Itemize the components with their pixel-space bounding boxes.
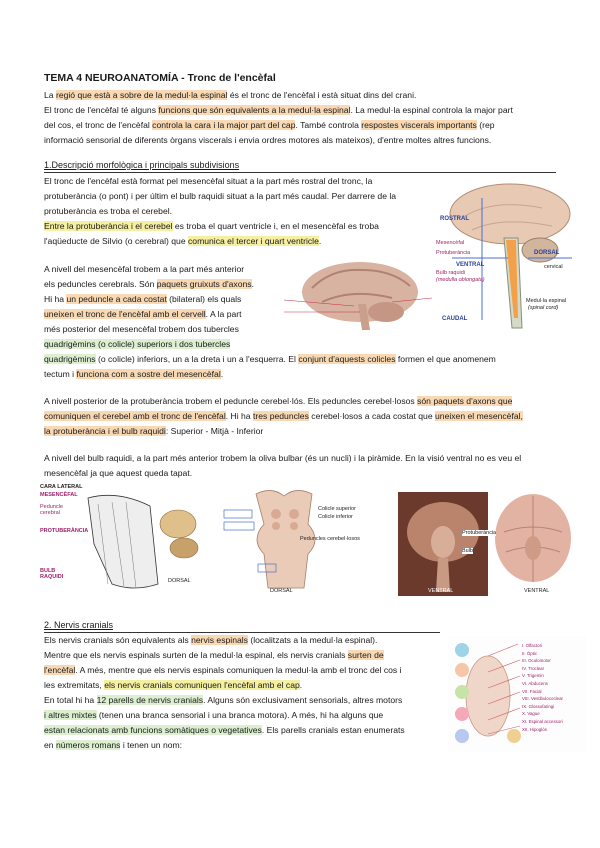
- bulb-label: Bulb raquidi: [436, 270, 466, 276]
- s1-p3-line-3: la protuberància i el bulb raquidi: Superior - Mitjà - Inferior: [44, 426, 264, 436]
- intro-line-2: El tronc de l'encèfal té alguns funcions que són equivalents a la medul·la espinal. La medul·la espinal controla la major part: [44, 105, 513, 115]
- dorsal-label: DORSAL: [534, 250, 560, 256]
- protuberancia-label: Protuberància: [436, 250, 471, 256]
- ventral-brain-photo: [492, 492, 574, 596]
- intro-line-4: informació sensorial de diferents òrgans viscerals i envia ordres motores als mateixos), d'entre moltes altres funcions.: [44, 135, 492, 145]
- mesencefal-label: Mesencèfal: [436, 240, 465, 246]
- s1-p2-line-4: uneixen el tronc de l'encèfal amb el cervell. A la part: [44, 309, 242, 319]
- cranial-nerve-9: IX. Glossofaringi: [522, 703, 555, 709]
- s1-p2-line-2: els peduncles cerebrals. Són paquets gruixuts d'axons.: [44, 279, 254, 289]
- peduncle-label: Peduncle: [40, 504, 63, 510]
- s1-p4-line-1: A nivell del bulb raquidi, a la part més anterior trobem la oliva bulbar (és un nucli) i la piràmide. En la visió ventral no es veu el: [44, 453, 522, 463]
- sagittal-brain-figure: [282, 258, 434, 332]
- cranial-nerve-11: XI. Espinal accessori: [522, 718, 563, 724]
- ventral-photo-label: VENTRAL: [428, 588, 454, 594]
- s1-p1-line-1: El tronc de l'encèfal està format pel mesencèfal situat a la part més rostral del tronc, la: [44, 176, 373, 186]
- colicle-sup-label: Colicle superior: [318, 506, 356, 512]
- ventral2-label: VENTRAL: [524, 588, 550, 594]
- peduncles-cereb-label: Peduncles cerebel·losos: [300, 536, 360, 542]
- cranial-nerve-10: X. Vague: [522, 711, 540, 717]
- cranial-nerves-illustration: [448, 636, 586, 752]
- lateral-brainstem-figure: [38, 484, 218, 596]
- cranial-nerve-5: V. Trigemin: [522, 673, 544, 679]
- s2-line-7: estan relacionats amb funcions somàtiques o vegetatives. Els parells cranials estan enumerats: [44, 725, 405, 735]
- sagittal-brain-photo: [282, 258, 434, 332]
- section-2-heading: 2. Nervis cranials: [44, 620, 114, 630]
- s1-p2-line-5: més posterior del mesencèfal trobem dos tubercles: [44, 324, 239, 334]
- medula-label: Medul·la espinal: [526, 298, 567, 304]
- bulb-sub-label: (medulla oblongata): [436, 277, 485, 283]
- cranial-nerve-6: VI. Abducens: [522, 680, 548, 686]
- bulb-fig-label: BULB: [40, 568, 56, 574]
- page-title: TEMA 4 NEUROANATOMÍA - Tronc de l'encèfal: [44, 72, 276, 84]
- s2-line-6: i altres mixtes (tenen una branca sensorial i una branca motora). A més, hi ha alguns que: [44, 710, 384, 720]
- s2-line-4: les extremitats, els nervis cranials comuniquen l'encèfal amb el cap.: [44, 680, 303, 690]
- bulb2-label: Bulb: [462, 548, 474, 554]
- cranial-nerves-figure: [448, 636, 586, 752]
- cranial-nerve-7: VII. Facial: [522, 688, 542, 694]
- s1-p2-line-8: tectum i funciona com a sostre del mesencèfal.: [44, 369, 224, 379]
- ventral-brainstem-photo-figure: [398, 492, 488, 596]
- caudal-label: CAUDAL: [442, 316, 468, 322]
- dorsal2-label: DORSAL: [270, 588, 293, 594]
- s2-line-8: en números romans i tenen un nom:: [44, 740, 183, 750]
- rostral-label: ROSTRAL: [440, 216, 469, 222]
- intro-line-3: del cos, el tronc de l'encèfal controla la cara i la major part del cap. També controla respostes viscerals importants (rep: [44, 120, 495, 130]
- section-1-rule: [44, 172, 556, 173]
- protuberancia-fig-label: PROTUBERÀNCIA: [40, 528, 89, 534]
- s1-p1-line-3: protuberància es troba el cerebel.: [44, 206, 173, 216]
- mesencefal-fig-label: MESENCÈFAL: [40, 492, 78, 498]
- cranial-nerve-2: II. Òptic: [522, 650, 538, 656]
- s1-p1-line-5: l'aqüeducte de Silvio (o cerebral) que comunica el tercer i quart ventricle.: [44, 236, 322, 246]
- cranial-nerve-3: III. Oculomotor: [522, 658, 551, 664]
- cranial-nerve-list: [522, 642, 563, 733]
- s1-p2-line-1: A nivell del mesencèfal trobem a la part més anterior: [44, 264, 245, 274]
- cranial-nerve-8: VIII. Vestibulococlear: [522, 696, 564, 702]
- cervical-label: cervical: [544, 264, 563, 270]
- medula-sub-label: (spinal cord): [528, 305, 559, 311]
- brainstem-diagram-figure: [432, 178, 582, 330]
- cerebral-label: cerebral: [40, 510, 60, 516]
- s1-p2-line-6: quadrigèmins (o colicle) superiors i dos tubercles: [44, 339, 231, 349]
- cranial-nerve-12: XII. Hipoglòs: [522, 726, 547, 732]
- dorsal-brainstem-figure: [222, 484, 362, 596]
- s1-p3-line-1: A nivell posterior de la protuberància trobem el peduncle cerebel·lós. Els peduncles cerebel·losos són paquets d'axons que: [44, 396, 513, 406]
- ventral-brainstem-photo: [398, 492, 488, 596]
- cranial-nerve-4: IV. Troclear: [522, 665, 545, 671]
- s1-p2-line-7: quadrigèmins (o colicle) inferiors, un a la dreta i un a l'esquerra. El conjunt d'aquests colicles formen el que anomenem: [44, 354, 496, 364]
- lateral-brainstem-illustration: [38, 484, 218, 596]
- ventral-label: VENTRAL: [456, 262, 485, 268]
- ventral-brain-photo-figure: [492, 492, 574, 596]
- s1-p3-line-2: comuniquen el cerebel amb el tronc de l'encèfal. Hi ha tres peduncles cerebel·losos a cada costat que uneixen el mesencèfal,: [44, 411, 523, 421]
- s1-p4-line-2: mesencèfal ja que aquest queda tapat.: [44, 468, 193, 478]
- s2-line-3: l'encèfal. A més, mentre que els nervis espinals comuniquen la medul·la amb el tronc del cos i: [44, 665, 402, 675]
- dorsal-fig-label: DORSAL: [168, 578, 191, 584]
- s2-line-1: Els nervis cranials són equivalents als nervis espinals (localitzats a la medul·la espinal).: [44, 635, 378, 645]
- cara-lateral-label: CARA LATERAL: [40, 484, 83, 490]
- s2-line-2: Mentre que els nervis espinals surten de la medul·la espinal, els nervis cranials surten de: [44, 650, 384, 660]
- protuberancia2-label: Protuberància: [462, 530, 497, 536]
- s1-p1-line-2: protuberància (o pont) i per últim el bulb raquidi situat a la part més caudal. Per darrere de la: [44, 191, 397, 201]
- s1-p2-line-3: Hi ha un peduncle a cada costat (bilateral) els quals: [44, 294, 242, 304]
- colicle-inf-label: Colicle inferior: [318, 514, 353, 520]
- cranial-nerve-1: I. Olfactori: [522, 643, 543, 648]
- section-1-heading: 1.Descripció morfològica i principals subdivisions: [44, 160, 240, 170]
- s2-line-5: En total hi ha 12 parells de nervis cranials. Alguns són exclusivament sensorials, altres motors: [44, 695, 403, 705]
- raquidi-fig-label: RAQUIDI: [40, 574, 64, 580]
- intro-line-1: La regió que està a sobre de la medul·la espinal és el tronc de l'encèfal i està situat dins del crani.: [44, 90, 417, 100]
- s1-p1-line-4: Entre la protuberància i el cerebel es troba el quart ventricle i, en el mesencèfal es troba: [44, 221, 379, 231]
